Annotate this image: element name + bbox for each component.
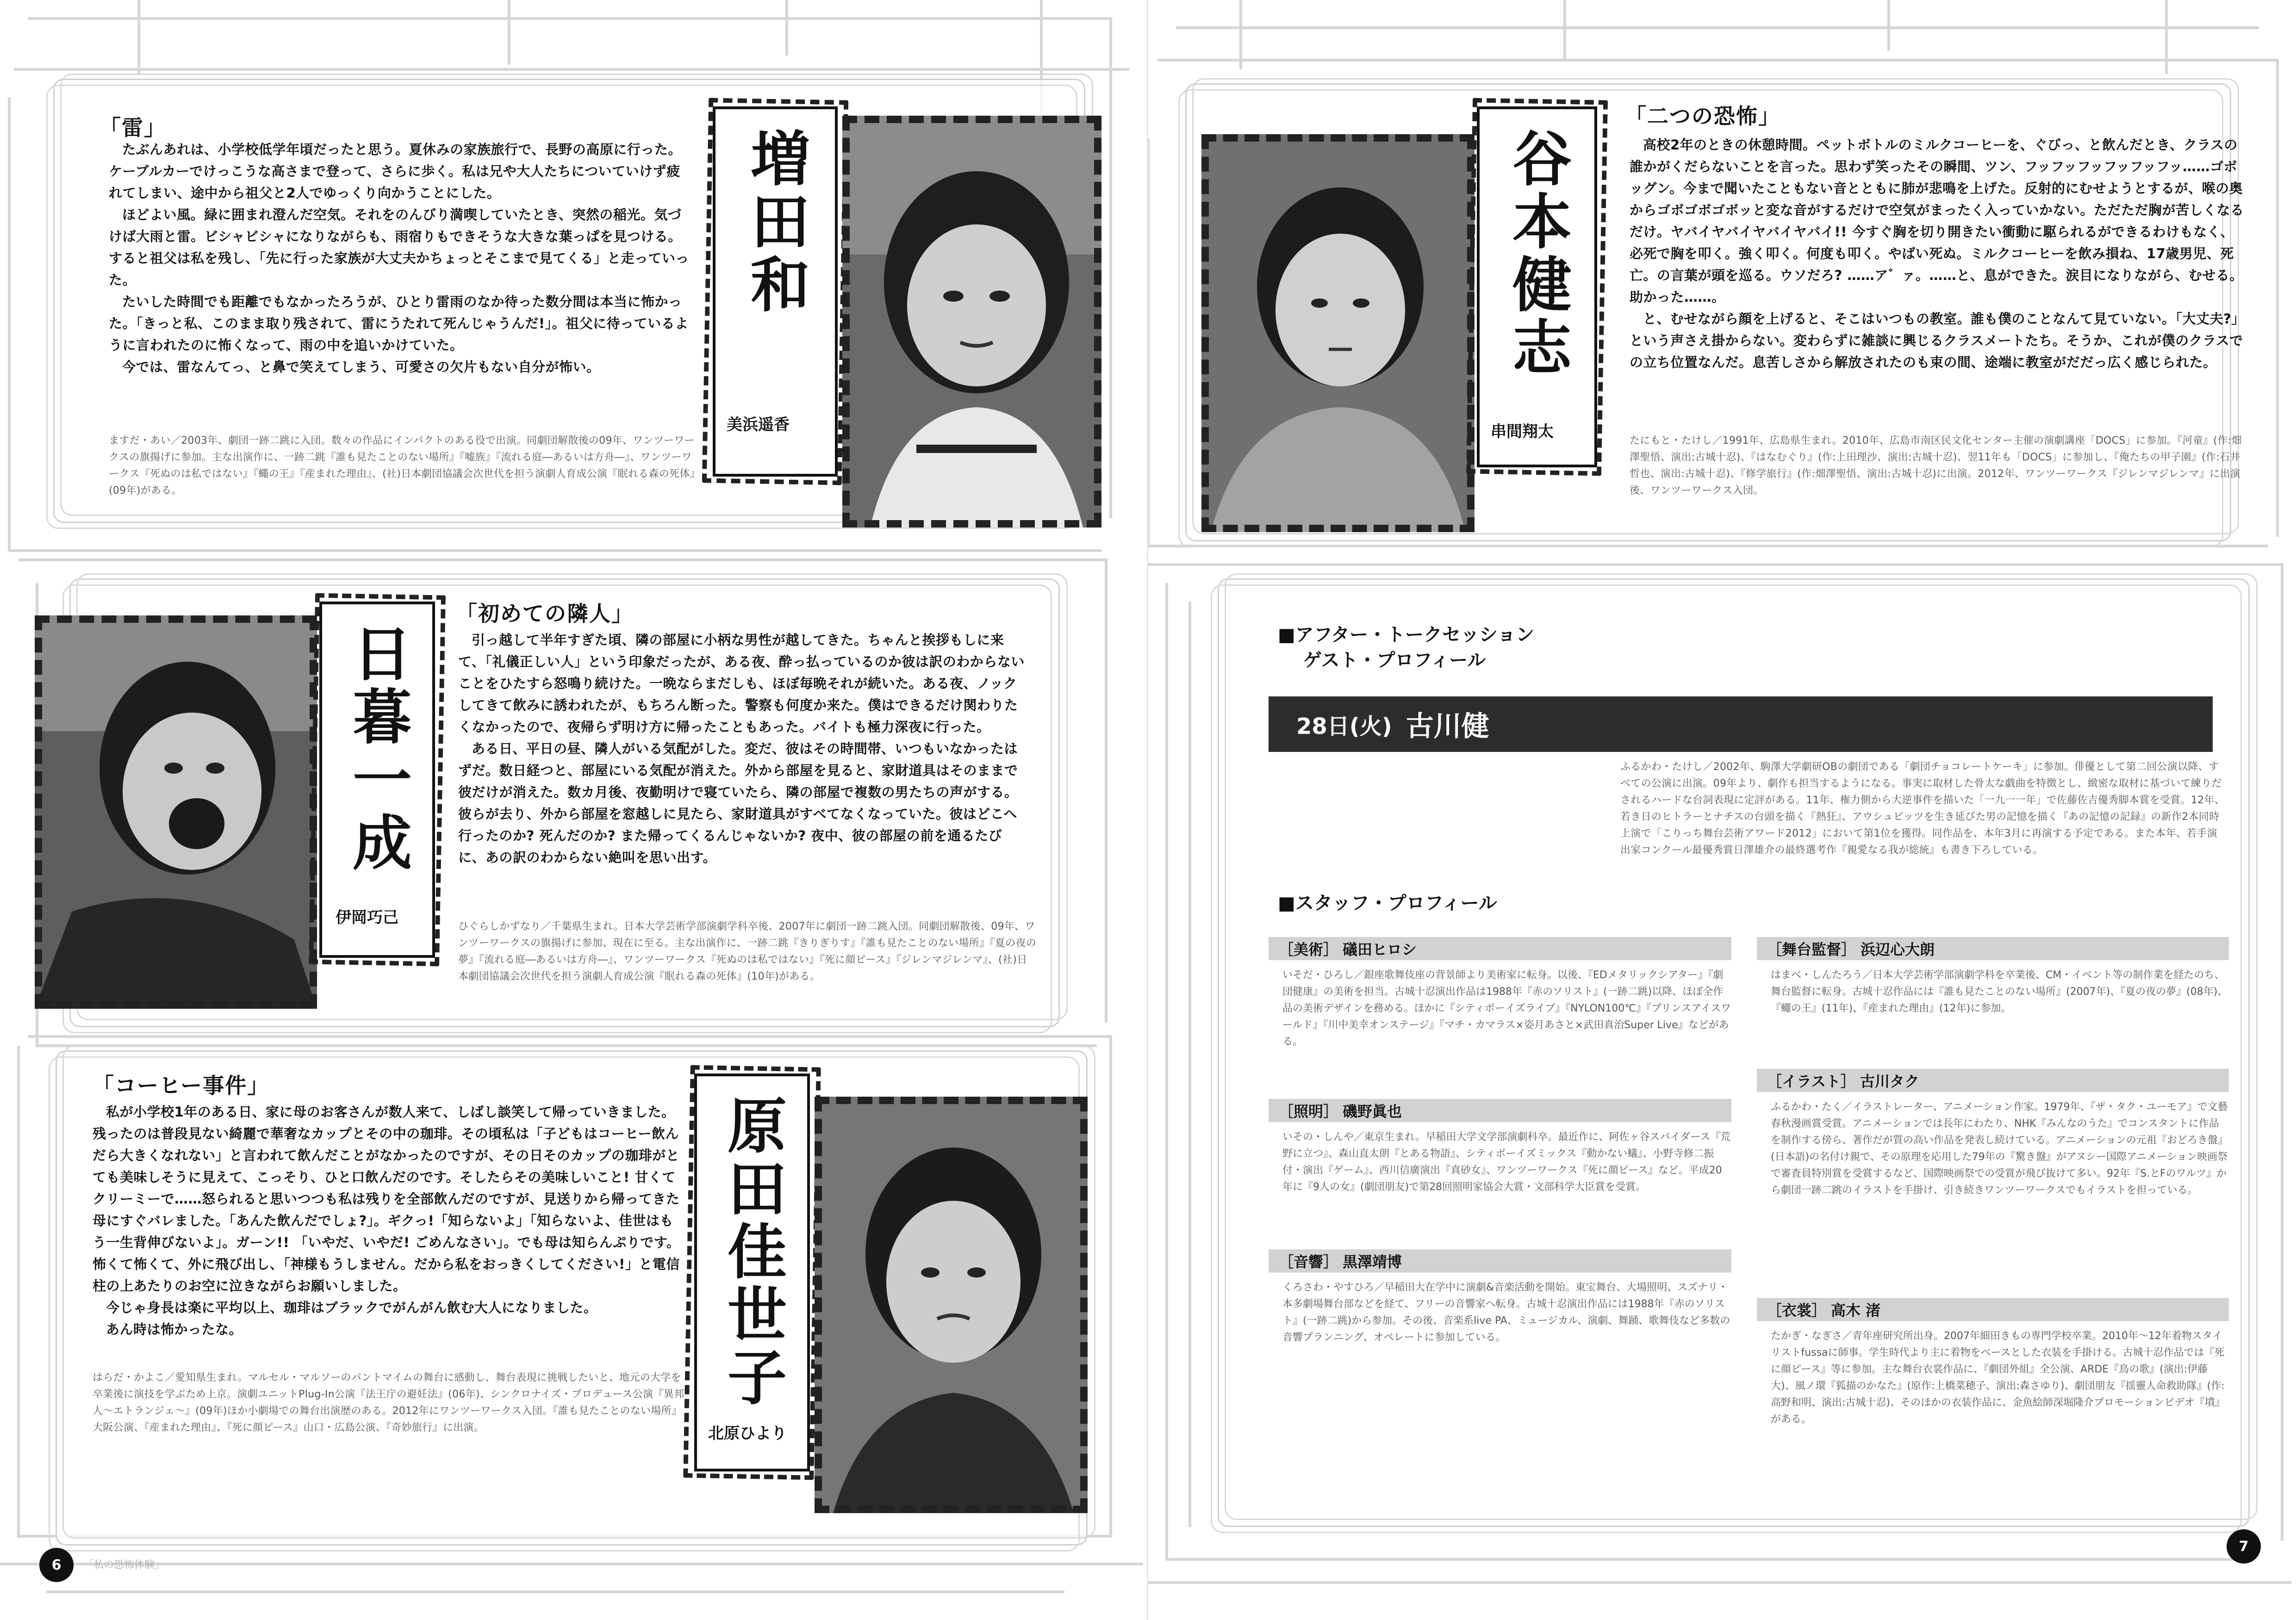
staff-text: ふるかわ・たく／イラストレーター、アニメーション作家。1979年、『ザ・タク・ユーモア』で文藝春秋漫画賞受賞。アニメーションでは長年にわたり、NHK『みんなのうた』でコンスタントに作品を制作する傍ら、著作だが質の高い作品を発表し続けている。アニメーションの元祖『おどろき盤』(日本語)の名付け親で、その原理を応用した79年の『驚き盤』がアヌシー国際アニメーション映画祭で審査員特別賞を受賞するなど、国際映画祭での受賞が飛び抜けて多い。92年『S.とFのワルツ』から劇団一跡二跳のイラストを手掛け、引き続きワンツーワークスでもイラストを担っている。 [1771, 1101, 2228, 1196]
harada-name: 原田佳世子 [717, 1095, 787, 1409]
higure-actor: 伊岡巧己 [336, 908, 398, 927]
tanimoto-name: 谷本健志 [1502, 128, 1572, 379]
guest-banner [1269, 696, 2213, 752]
staff-name: 浜辺心大朗 [1860, 941, 1935, 958]
harada-essay-para: 今じゃ身長は楽に平均以上、珈琲はブラックでがんがん飲む大人になりました。 [106, 1300, 597, 1316]
guest-date: 28日(火) [1296, 713, 1392, 739]
masuda-actor: 美浜遥香 [727, 416, 790, 434]
staff-bar-lighting [1269, 1099, 1731, 1122]
higure-essay [458, 629, 1027, 869]
staff-name: 古川タク [1860, 1073, 1920, 1090]
higure-photo [35, 615, 317, 1009]
masuda-essay [109, 139, 692, 378]
staff-heading: ■スタッフ・プロフィール [1278, 893, 1497, 914]
masuda-essay-para: ほどよい風。緑に囲まれ澄んだ空気。それをのんびり満喫していたとき、突然の稲光。気づけば大雨と雷。ビシャビシャになりながらも、雨宿りもできそうな大きな葉っぱを見つける。すると祖父は私を残し、「先に行った家族が大丈夫かちょっとそこまで見てくる」と走っていった。 [109, 207, 690, 288]
tanimoto-essay-title: 「二つの恐怖」 [1625, 104, 1780, 129]
page-number-left: 6 [39, 1548, 74, 1582]
tanimoto-essay-para: と、むせながら顔を上げると、そこはいつもの教室。誰も僕のことなんて見ていない。「大丈夫?」という声さえ掛からない。変わらずに雑談に興じるクラスメートたち。そうか、これが僕のクラスでの立ち位置なんだ。息苦しさから解放されたのも束の間、途端に教室がだだっ広く感じられた。 [1630, 311, 2245, 370]
staff-name: 磯野眞也 [1343, 1103, 1402, 1120]
harada-name-banner [694, 1074, 810, 1471]
higure-essay-title: 「初めての隣人」 [456, 601, 634, 626]
staff-text: たかぎ・なぎさ／青年座研究所出身。2007年細田きもの専門学校卒業。2010年〜12年着物スタイリストfussaに師事。学生時代より主に着物をベースとした衣装を手掛ける。古城十忍作品では『死に顔ピース』等に参加。主な舞台衣裳作品に、『劇団外組』全公演、ARDE『鳥の歌』(演出:伊藤大)、風ノ環『狐描のかなた』(原作:上橋菜穂子、演出:森さゆり)、劇団朋友『揺靈人命救助隊』(作:高野和明、演出:古城十忍)、そのほかの衣装作品に、金魚絵師深堀隆介プロモーションビデオ『墳』がある。 [1771, 1330, 2225, 1425]
higure-profile: ひぐらしかずなり／千葉県生まれ。日本大学芸術学部演劇学科卒後、2007年に劇団一跡二跳入団。同劇団解散後、09年、ワンツーワークスの旗揚げに参加、現在に至る。主な出演作に、一跡二跳『きりぎりす』『誰も見たことのない場所』『夏の夜の夢』『流れる庭―あるいは方舟―』、ワンツーワークス『死ぬのは私ではない』『死に顔ピース』『ジレンマジレンマ』、(社)日本劇団協議会次世代を担う演劇人育成公演『眠れる森の死体』(10年)がある。 [458, 921, 1036, 982]
masuda-essay-title: 「雷」 [100, 115, 166, 140]
staff-name: 高木 渚 [1831, 1302, 1881, 1319]
harada-essay-para: あん時は怖かったな。 [106, 1322, 243, 1337]
staff-text: いその・しんや／東京生まれ。早稲田大学文学部演劇科卒。最近作に、阿佐ヶ谷スパイダース『荒野に立つ』、森山直太朗『とある物語』、シティボーイズミックス『動かない蟻』、小野寺修二振付・演出『ゲーム』、西川信廣演出『真砂女』、ワンツーワークス『死に顔ピース』など。平成20年に『9人の女』(劇団朋友)で第28回照明家協会大賞・文部科学大臣賞を受賞。 [1282, 1131, 1731, 1193]
tanimoto-essay-para: 高校2年のときの休憩時間。ペットボトルのミルクコーヒーを、ぐびっ、と飲んだとき、クラスの誰かがくだらないことを言った。思わず笑ったその瞬間、ツン、フッフッフッフッフッフッ……ゴボッグン。今まで聞いたこともない音とともに肺が悲鳴を上げた。反射的にむせようとするが、喉の奥からゴボゴボゴボッと変な音がするだけで空気がまったく入っていかない。ただただ胸が苦しくなるだけ。ヤバイヤバイヤバイヤバイ!! 今すぐ胸を切り開きたい衝動に駆られるができるわけもなく、必死で胸を叩く。強く叩く。何度も叩く。やばい死ぬ。ミルクコーヒーを飲み損ね、17歳男児、死亡。の言葉が頭を巡る。ウソだろ? ……ア゛ァ。……と、息ができた。涙目になりながら、むせる。助かった……。 [1630, 137, 2244, 305]
page-number-right: 7 [2227, 1529, 2261, 1564]
guest-profile: ふるかわ・たけし／2002年、駒澤大学劇研OBの劇団である「劇団チョコレートケーキ」に参加。俳優として第二回公演以降、すべての公演に出演。09年より、劇作も担当するようになる。事実に取材した骨太な戯曲を特徴とし、緻密な取材に基づいて練りだされるハードな台詞表現に定評がある。11年、権力側から大逆事件を描いた「一九一一年」で佐藤佐吉優秀脚本賞を受賞。12年、若き日のヒトラーとナチスの台頭を描く『熱狂』、アウシュビッツを生き延びた男の記憶を描く『あの記憶の記録』の新作2本同時上演で「こりっち舞台芸術アワード2012」において第1位を獲得。同作品を、本年3月に再演する予定である。また本年、若手演出家コンクール最優秀賞日澤雄介の最終選考作『親愛なる我が総統』も書き下ろしている。 [1620, 761, 2225, 856]
masuda-essay-para: 今では、雷なんてっ、と鼻で笑えてしまう、可愛さの欠片もない自分が怖い。 [122, 359, 600, 375]
tanimoto-profile: たにもと・たけし／1991年、広島県生まれ。2010年、広島市南区民文化センター主催の演劇講座「DOCS」に参加。『河童』(作:畑澤聖悟、演出:古城十忍)、『はなむぐり』(作:上田理沙、演出:古城十忍)、翌11年も「DOCS」に参加し、『俺たちの甲子園』(作:石井哲也、演出:古城十忍)、『修学旅行』(作:畑澤聖悟、演出:古城十忍)に出演。2012年、ワンツーワークス『ジレンマジレンマ』に出演後、ワンツーワークス入団。 [1630, 435, 2242, 497]
staff-bar-stage-manager [1757, 937, 2229, 960]
higure-essay-para: ある日、平日の昼、隣人がいる気配がした。変だ、彼はその時間帯、いつもいなかったはずだ。数日経つと、部屋にいる気配が消えた。外から部屋を見ると、家財道具はそのままで彼だけが消えた。数カ月後、夜勤明けで寝ていたら、隣の部屋で複数の男たちの声がする。彼らが去り、外から部屋を窓越しに見たら、家財道具がすべてなくなっていた。彼はどこへ行ったのか? 死んだのか? また帰ってくるんじゃないか? 夜中、彼の部屋の前を通るたびに、あの訳のわからない絶叫を思い出す。 [458, 741, 1018, 865]
guest-profile-heading: ゲスト・プロフィール [1303, 650, 1486, 671]
running-title: 「私の恐怖体験」 [83, 1559, 165, 1571]
harada-essay [93, 1101, 685, 1341]
staff-role: ［衣裳］ [1767, 1302, 1827, 1319]
staff-name: 黒澤靖博 [1343, 1253, 1402, 1271]
staff-role: ［照明］ [1279, 1103, 1338, 1120]
staff-text: いそだ・ひろし／銀座歌舞伎座の背景師より美術家に転身。以後、『EDメタリックシアター』『劇団健康』の美術を担当。古城十忍演出作品は1988年『赤のソリスト』(一跡二跳)以降、ほぼ全作品の美術デザインを務める。ほかに『シティボーイズライブ』『NYLON100℃』『プリンスアイスワールド』『川中美幸オンステージ』『マチ・カマラス×姿月あさと×武田真治Super Live』などがある。 [1282, 969, 1731, 1048]
after-talk-heading: ■アフター・トークセッション [1278, 624, 1535, 646]
harada-profile: はらだ・かよこ／愛知県生まれ。マルセル・マルソーのパントマイムの舞台に感動し、舞台表現に挑戦したいと、地元の大学を卒業後に演技を学ぶため上京。演劇ユニットPlug-In公演『法王庁の避妊法』(06年)、シンクロナイズ・プロデュース公演『異邦人〜エトランジェ〜』(09年)ほか小劇場での舞台出演歴のある。2012年にワンツーワークス入団。『誰も見たことのない場所』大阪公演、『産まれた理由』、『死に顔ピース』山口・広島公演、『奇妙旅行』に出演。 [93, 1372, 684, 1434]
staff-role: ［舞台監督］ [1767, 941, 1856, 958]
right-page [1148, 0, 2296, 1620]
guest-name: 古川健 [1406, 710, 1489, 743]
masuda-profile: ますだ・あい／2003年、劇団一跡二跳に入団。数々の作品にインパクトのある役で出演。同劇団解散後の09年、ワンツーワークスの旗揚げに参加。主な出演作に、一跡二跳『誰も見たことのない場所』『嘘族』『流れる庭―あるいは方舟―』、ワンツーワークス『死ぬのは私ではない』『蠅の王』『産まれた理由』、(社)日本劇団協議会次世代を担う演劇人育成公演『眠れる森の死体』(09年)がある。 [109, 435, 695, 497]
tanimoto-essay [1630, 134, 2245, 373]
harada-essay-title: 「コーヒー事件」 [93, 1073, 270, 1098]
staff-role: ［美術］ [1279, 941, 1338, 958]
harada-actor: 北原ひより [708, 1424, 787, 1443]
higure-name: 日暮一成 [342, 623, 412, 875]
masuda-essay-para: たいした時間でも距離でもなかったろうが、ひとり雷雨のなか待った数分間は本当に怖かった。「きっと私、このまま取り残されて、雷にうたれて死んじゃうんだ!」。祖父に待っているように言われたのに怖くなって、雨の中を追いかけていた。 [109, 294, 689, 353]
staff-bar-costume [1757, 1298, 2229, 1321]
masuda-essay-para: たぶんあれは、小学校低学年頃だったと思う。夏休みの家族旅行で、長野の高原に行った。ケーブルカーでけっこうな高さまで登って、さらに歩く。私は兄や大人たちについていけず疲れてしまい、途中から祖父と2人でゆっくり向かうことにした。 [109, 142, 682, 201]
harada-photo [815, 1097, 1088, 1513]
harada-essay-para: 私が小学校1年のある日、家に母のお客さんが数人来て、しばし談笑して帰っていきました。残ったのは普段見ない綺麗で華奢なカップとその中の珈琲。その頃私は「子どもはコーヒー飲んだら大きくなれない」と言われて飲んだことがなかったのですが、その日そのカップの珈琲がとても美味しそうに見えて、こっそり、ひと口飲んだのです。そしたらその美味しいこと! 甘くてクリーミーで……怒られると思いつつも私は残りを全部飲んだのですが、見送りから帰ってきた母にすぐバレました。「あんた飲んだでしょ?」。ギクっ!「知らないよ」「知らないよ、佳世はもう一生背伸びないよ」。ガーン!! 「いやだ、いやだ! ごめんなさい」。でも母は知らんぷりです。怖くて怖くて、外に飛び出し、「神様もうしません。だから私をおっきくしてください!」と電信柱の上あたりのお空に泣きながらお願いしました。 [93, 1104, 680, 1294]
staff-text: はまべ・しんたろう／日本大学芸術学部演劇学科を卒業後、CM・イベント等の制作業を経たのち、舞台監督に転身。古城十忍作品には『誰も見たことのない場所』(2007年)、『夏の夜の夢』(08年)、『蠅の王』(11年)、『産まれた理由』(12年)に参加。 [1771, 969, 2228, 1014]
staff-bar-art [1269, 937, 1731, 960]
higure-essay-para: 引っ越して半年すぎた頃、隣の部屋に小柄な男性が越してきた。ちゃんと挨拶もしに来て、「礼儀正しい人」という印象だったが、ある夜、酔っ払っているのか彼は訳のわからないことをひたすら怒鳴り続けた。一晩ならまだしも、ほぼ毎晩それが続いた。ある夜、ノックしてきて飲みに誘われたが、もちろん断った。警察も何度か来た。僕はできるだけ関わりたくなかったので、夜帰らず明け方に帰ったこともあった。バイトも極力深夜に行った。 [458, 632, 1025, 735]
staff-role: ［音響］ [1279, 1253, 1338, 1271]
tanimoto-name-banner [1477, 106, 1597, 467]
staff-bar-sound [1269, 1249, 1731, 1272]
staff-text: くろさわ・やすひろ／早稲田大在学中に演劇&音楽活動を開始。東宝舞台、大場照明、スズナリ・本多劇場舞台部などを経て、フリーの音響家へ転身。古城十忍演出作品には1988年『赤のソリスト』(一跡二跳)から参加。その後、音楽系live PA、ミュージカル、演劇、舞踊、歌舞伎など多数の音響プランニング、オペレートに参加している。 [1282, 1282, 1730, 1343]
tanimoto-photo [1201, 134, 1475, 532]
masuda-photo [842, 116, 1101, 528]
staff-bar-illustration [1757, 1069, 2229, 1092]
staff-role: ［イラスト］ [1767, 1073, 1856, 1090]
tanimoto-actor: 串間翔太 [1491, 422, 1554, 441]
masuda-name: 増田和 [740, 128, 810, 317]
staff-name: 礒田ヒロシ [1343, 941, 1417, 958]
